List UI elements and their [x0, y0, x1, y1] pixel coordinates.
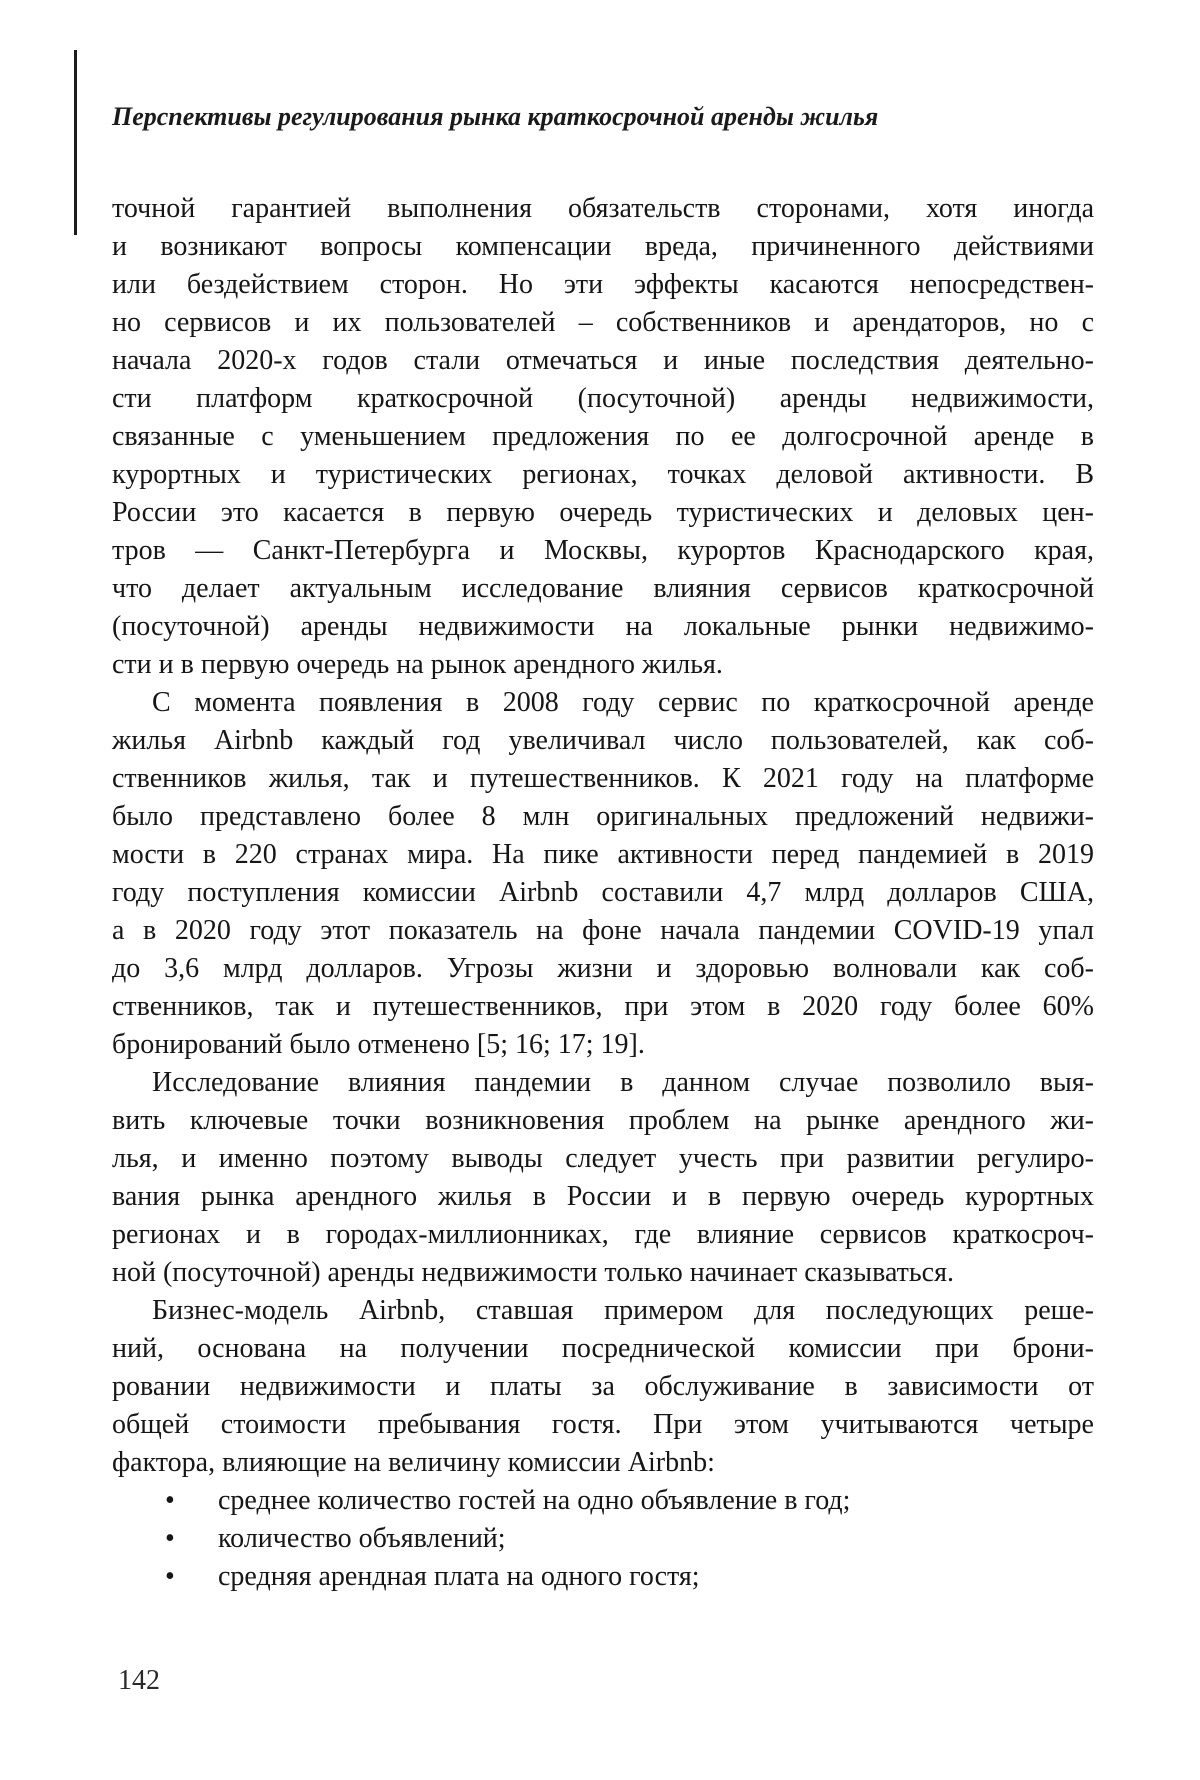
running-header: Перспективы регулирования рынка краткосрочной аренды жилья [112, 102, 879, 131]
bullet-icon: • [165, 1485, 175, 1516]
text-line: курортных и туристических регионах, точках деловой активности. В [112, 459, 1094, 490]
text-line: С момента появления в 2008 году сервис по краткосрочной аренде [152, 687, 1094, 718]
text-line: сти платформ краткосрочной (посуточной) аренды недвижимости, [112, 383, 1094, 414]
text-line: ной (посуточной) аренды недвижимости только начинает сказываться. [112, 1257, 954, 1288]
text-line: было представлено более 8 млн оригинальных предложений недвижи- [112, 801, 1094, 832]
text-line: (посуточной) аренды недвижимости на локальные рынки недвижимо- [112, 611, 1094, 642]
text-line: году поступления комиссии Airbnb составили 4,7 млрд долларов США, [112, 877, 1094, 908]
text-line: ственников жилья, так и путешественников. К 2021 году на платформе [112, 763, 1094, 794]
text-line: вания рынка арендного жилья в России и в первую очередь курортных [112, 1181, 1094, 1212]
text-line: а в 2020 году этот показатель на фоне начала пандемии COVID-19 упал [112, 915, 1094, 946]
text-line: фактора, влияющие на величину комиссии Airbnb: [112, 1447, 715, 1478]
text-line: начала 2020-х годов стали отмечаться и иные последствия деятельно- [112, 345, 1094, 376]
bullet-text: количество объявлений; [218, 1523, 506, 1554]
text-line: Исследование влияния пандемии в данном случае позволило выя- [152, 1067, 1094, 1098]
text-line: и возникают вопросы компенсации вреда, причиненного действиями [112, 231, 1094, 262]
bullet-icon: • [165, 1561, 175, 1592]
bullet-text: среднее количество гостей на одно объявление в год; [218, 1485, 851, 1516]
text-line: тров — Санкт-Петербурга и Москвы, курортов Краснодарского края, [112, 535, 1094, 566]
text-line: но сервисов и их пользователей – собственников и арендаторов, но с [112, 307, 1094, 338]
page-number: 142 [118, 1665, 160, 1696]
text-line: общей стоимости пребывания гостя. При этом учитываются четыре [112, 1409, 1094, 1440]
bullet-list-item [112, 1520, 1094, 1558]
bullet-text: средняя арендная плата на одного гостя; [218, 1561, 700, 1592]
page-body [112, 190, 1094, 1596]
text-line: России это касается в первую очередь туристических и деловых цен- [112, 497, 1094, 528]
text-line: ственников, так и путешественников, при этом в 2020 году более 60% [112, 991, 1094, 1022]
text-line: регионах и в городах-миллионниках, где влияние сервисов краткосроч- [112, 1219, 1094, 1250]
text-line: связанные с уменьшением предложения по ее долгосрочной аренде в [112, 421, 1094, 452]
bullet-list-item [112, 1482, 1094, 1520]
text-line: точной гарантией выполнения обязательств сторонами, хотя иногда [112, 193, 1094, 224]
text-line: Бизнес-модель Airbnb, ставшая примером для последующих реше- [152, 1295, 1094, 1326]
text-line: что делает актуальным исследование влияния сервисов краткосрочной [112, 573, 1094, 604]
text-line: вить ключевые точки возникновения проблем на рынке арендного жи- [112, 1105, 1094, 1136]
text-line: лья, и именно поэтому выводы следует учесть при развитии регулиро- [112, 1143, 1094, 1174]
text-line: жилья Airbnb каждый год увеличивал число пользователей, как соб- [112, 725, 1094, 756]
text-line: или бездействием сторон. Но эти эффекты касаются непосредствен- [112, 269, 1094, 300]
text-line: ровании недвижимости и платы за обслуживание в зависимости от [112, 1371, 1094, 1402]
bullet-list-item [112, 1558, 1094, 1596]
text-line: мости в 220 странах мира. На пике активности перед пандемией в 2019 [112, 839, 1094, 870]
text-line: ний, основана на получении посреднической комиссии при брони- [112, 1333, 1094, 1364]
bullet-icon: • [165, 1523, 175, 1554]
left-margin-rule [74, 50, 77, 235]
text-line: бронирований было отменено [5; 16; 17; 19]. [112, 1029, 645, 1060]
text-line: до 3,6 млрд долларов. Угрозы жизни и здоровью волновали как соб- [112, 953, 1094, 984]
text-line: сти и в первую очередь на рынок арендного жилья. [112, 649, 723, 680]
